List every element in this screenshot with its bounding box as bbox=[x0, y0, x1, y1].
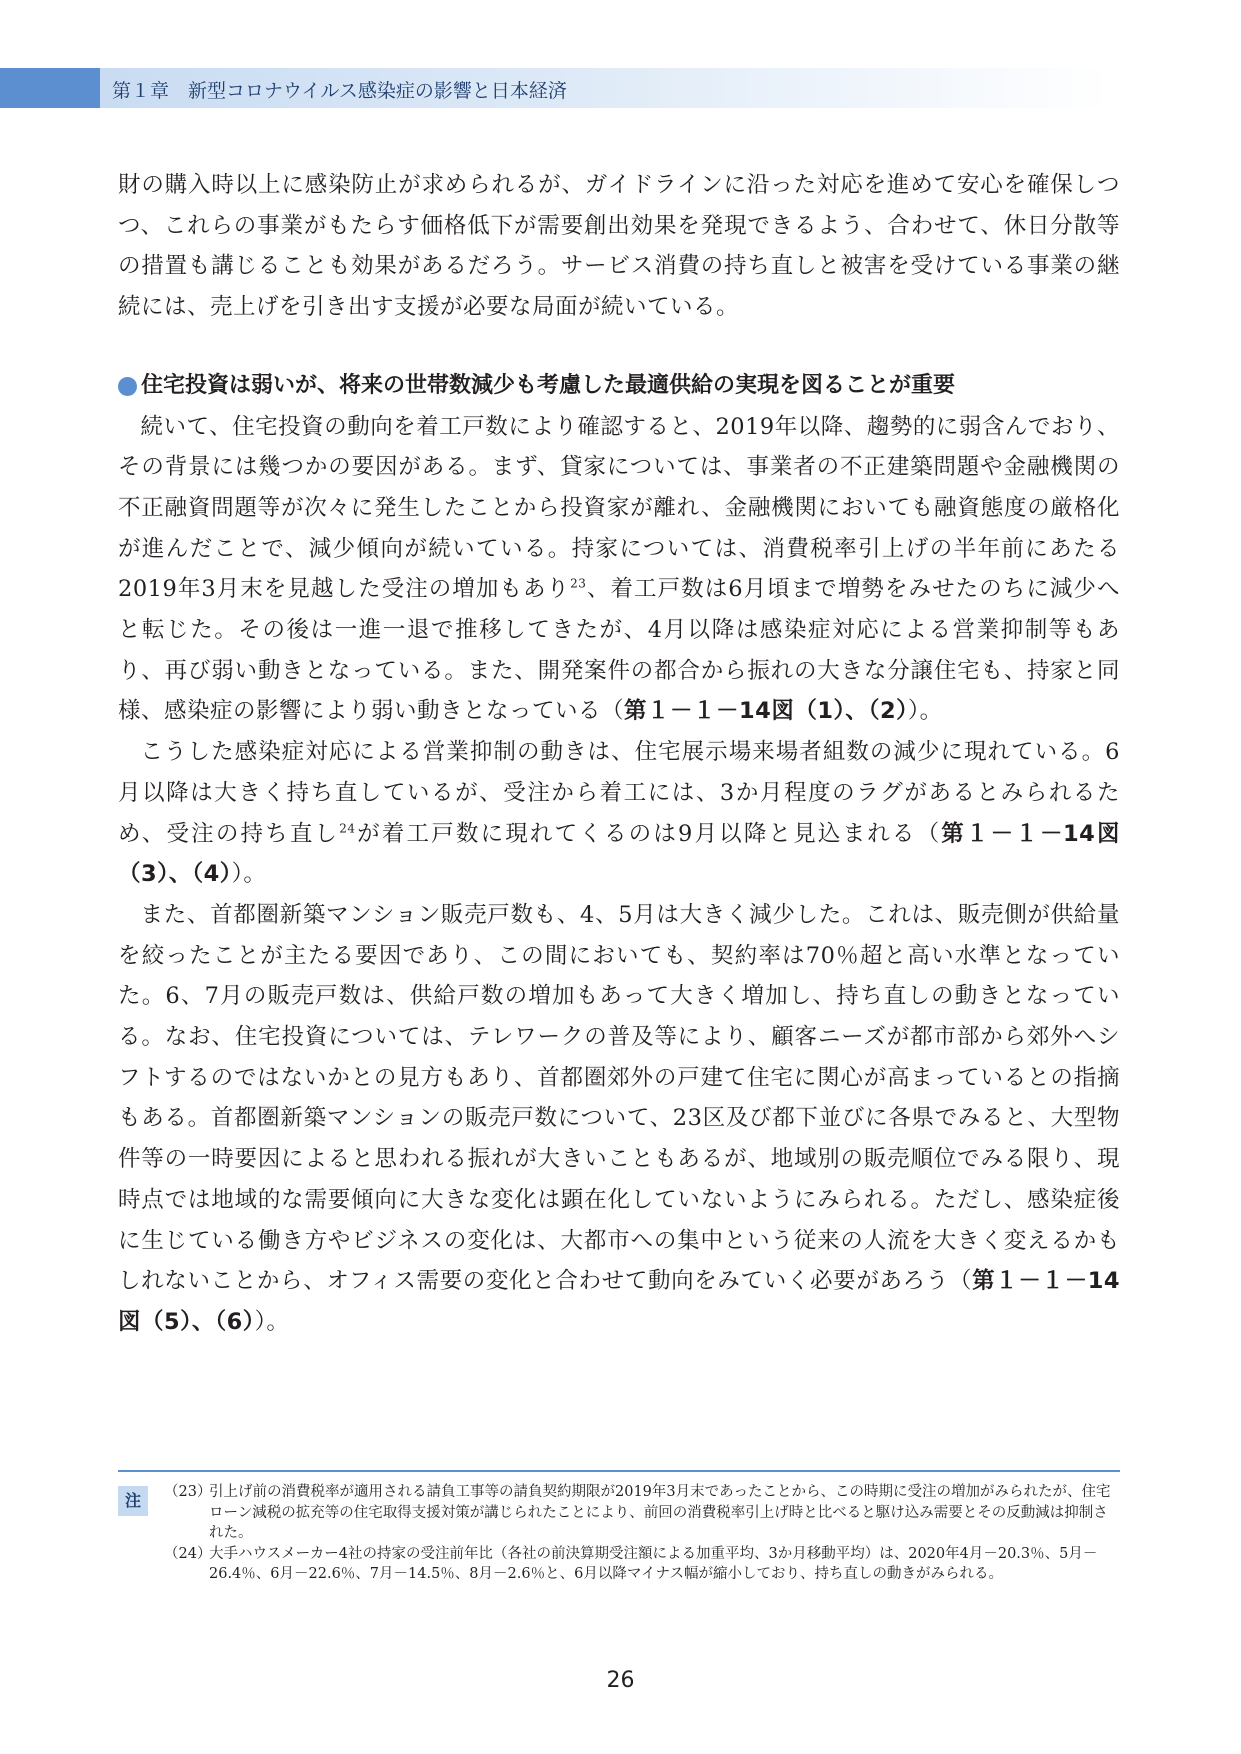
footnote-text: 引上げ前の消費税率が適用される請負工事等の請負契約期限が2019年3月末であったことから、この時期に受注の増加がみられたが、住宅ローン減税の拡充等の住宅取得支援対策が講じられたことにより、前回の消費税率引上げ時と比べると駆け込み需要とその反動減は抑制された。 bbox=[209, 1484, 1111, 1541]
footnote-ref-24[interactable]: 24 bbox=[339, 821, 356, 836]
section-heading-text: 住宅投資は弱いが、将来の世帯数減少も考慮した最適供給の実現を図ることが重要 bbox=[141, 372, 956, 398]
figure-reference: 第１－１－14図（3）、（4） bbox=[118, 820, 1121, 888]
chapter-title: 第１章 新型コロナウイルス感染症の影響と日本経済 bbox=[112, 80, 567, 102]
header-accent-bar bbox=[0, 68, 100, 108]
figure-reference: 第１－１－14図（5）、（6） bbox=[118, 1268, 1121, 1335]
footnote-number: （23） bbox=[164, 1484, 212, 1500]
paragraph-housing-starts bbox=[118, 407, 1120, 733]
paragraph-text: 続いて、住宅投資の動向を着工戸数により確認すると、2019年以降、趨勢的に弱含んでおり、その背景には幾つかの要因がある。まず、貸家については、事業者の不正建築問題や金融機関の不正融資問題等が次々に発生したことから投資家が離れ、金融機関においても融資態度の厳格化が進んだことで、減少傾向が続いている。持家については、消費税率引上げの半年前にあたる2019年3月末を見越した受注の増加もあり bbox=[118, 413, 1120, 603]
figure-reference: 第１－１－14図（1）、（2） bbox=[624, 698, 908, 725]
paragraph-intro: 財の購入時以上に感染防止が求められるが、ガイドラインに沿った対応を進めて安心を確保しつつ、これらの事業がもたらす価格低下が需要創出効果を発現できるよう、合わせて、休日分散等の措置も講じることも効果があるだろう。サービス消費の持ち直しと被害を受けている事業の継続には、売上げを引き出す支援が必要な局面が続いている。 bbox=[118, 172, 1120, 321]
paragraph-text: ）。 bbox=[231, 861, 267, 888]
paragraph-text: ）。 bbox=[907, 698, 943, 725]
main-content bbox=[118, 165, 1120, 1343]
footnote-number: （24） bbox=[164, 1545, 212, 1562]
footnote-24 bbox=[164, 1544, 1120, 1585]
chapter-header bbox=[0, 68, 1110, 108]
notes-label: 注 bbox=[118, 1486, 148, 1516]
section-spacer bbox=[118, 328, 1120, 366]
paragraph-text: ）。 bbox=[254, 1308, 290, 1335]
paragraph-text: が着工戸数に現れてくるのは9月以降と見込まれる（ bbox=[355, 820, 942, 847]
page-number: 26 bbox=[606, 1668, 635, 1693]
paragraph-text: 、着工戸数は6月頃まで増勢をみせたのちに減少へと転じた。その後は一進一退で推移してきたが、4月以降は感染症対応による営業抑制等もあり、再び弱い動きとなっている。また、開発案件の都合から振れの大きな分譲住宅も、持家と同様、感染症の影響により弱い動きとなっている（ bbox=[118, 576, 1120, 725]
footnotes bbox=[118, 1470, 1120, 1585]
paragraph-showroom-visitors bbox=[118, 732, 1120, 895]
paragraph-text: また、首都圏新築マンション販売戸数も、4、5月は大きく減少した。これは、販売側が供給量を絞ったことが主たる要因であり、この間においても、契約率は70％超と高い水準となっていた。6、7月の販売戸数は、供給戸数の増加もあって大きく増加し、持ち直しの動きとなっている。なお、住宅投資については、テレワークの普及等により、顧客ニーズが都市部から郊外へシフトするのではないかとの見方もあり、首都圏郊外の戸建て住宅に関心が高まっているとの指摘もある。首都圏新築マンションの販売戸数について、23区及び都下並びに各県でみると、大型物件等の一時要因によると思われる振れが大きいこともあるが、地域別の販売順位でみる限り、現時点では地域的な需要傾向に大きな変化は顕在化していないようにみられる。ただし、感染症後に生じている働き方やビジネスの変化は、大都市への集中という従来の人流を大きく変えるかもしれないことから、オフィス需要の変化と合わせて動向をみていく必要があろう（ bbox=[118, 901, 1120, 1295]
footnote-23 bbox=[164, 1482, 1120, 1544]
footnote-text: 大手ハウスメーカー4社の持家の受注前年比（各社の前決算期受注額による加重平均、3か月移動平均）は、2020年4月－20.3％、5月－26.4％、6月－22.6％、7月－14.5％、8月－2.6％と、6月以降マイナス幅が縮小しており、持ち直しの動きがみられる。 bbox=[209, 1545, 1098, 1582]
paragraph-condominium-sales bbox=[118, 895, 1120, 1343]
bullet-circle-icon bbox=[118, 377, 137, 396]
section-heading bbox=[118, 366, 1120, 407]
paragraph-text: こうした感染症対応による営業抑制の動きは、住宅展示場来場者組数の減少に現れている。6月以降は大きく持ち直しているが、受注から着工には、3か月程度のラグがあるとみられるため、受注の持ち直し bbox=[118, 739, 1120, 847]
footnote-ref-23[interactable]: 23 bbox=[570, 576, 587, 591]
